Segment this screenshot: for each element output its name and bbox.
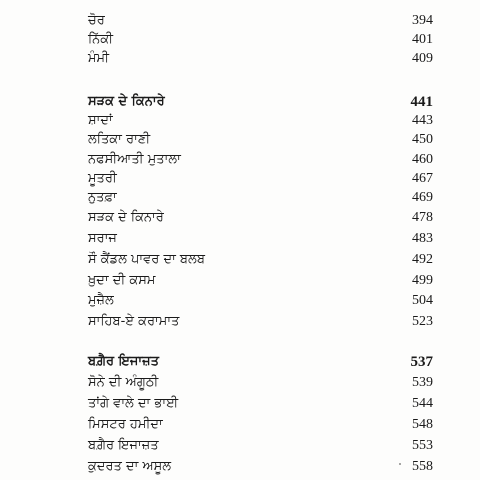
toc-entry — [0, 129, 480, 151]
entry-title: ਮੂਤਰੀ — [88, 171, 117, 186]
entry-title: ਸੜਕ ਦੇ ਕਿਨਾਰੇ — [88, 210, 164, 225]
entry-title: ਮਿਸਟਰ ਹਮੀਦਾ — [88, 417, 163, 432]
entry-page-number: 492 — [412, 252, 433, 267]
entry-page-number: 548 — [412, 417, 433, 432]
entry-page-number: 544 — [412, 396, 433, 411]
entry-title: ਸਰਾਜ — [88, 231, 117, 246]
entry-page-number: 467 — [412, 171, 433, 186]
entry-title: ਤਾਂਗੇ ਵਾਲੇ ਦਾ ਭਾਈ — [88, 396, 179, 411]
entry-title: ਸ਼ਾਦਾਂ — [88, 113, 113, 128]
toc-entry — [0, 456, 480, 478]
toc-entry — [0, 270, 480, 292]
entry-page-number: 499 — [412, 273, 433, 288]
entry-page-number: 450 — [412, 132, 433, 147]
entry-page-number: 558 — [412, 459, 433, 474]
entry-title: ਨਫਸੀਆਤੀ ਮੁਤਾਲਾ — [88, 152, 181, 167]
entry-title: ਚੋਰ — [88, 13, 105, 28]
entry-title: ਕੁਦਰਤ ਦਾ ਅਸੂਲ — [88, 459, 172, 474]
entry-page-number: 394 — [412, 13, 433, 28]
entry-page-number: 523 — [412, 314, 433, 329]
entry-page-number: 401 — [412, 32, 433, 47]
toc-entry — [0, 48, 480, 70]
entry-title: ਖ਼ੁਦਾ ਦੀ ਕਸਮ — [88, 273, 156, 288]
entry-title: ਲਤਿਕਾ ਰਾਣੀ — [88, 132, 151, 147]
section-page-number: 441 — [410, 94, 433, 110]
section-title: ਸੜਕ ਦੇ ਕਿਨਾਰੇ — [88, 94, 165, 109]
entry-title: ਨੁਤਫ਼ਾ — [88, 190, 117, 205]
entry-page-number: 504 — [412, 293, 433, 308]
toc-entry — [0, 435, 480, 457]
entry-page-number: 460 — [412, 152, 433, 167]
toc-entry — [0, 393, 480, 415]
entry-page-number: 443 — [412, 113, 433, 128]
entry-title: ਮੰਮੀ — [88, 51, 110, 66]
entry-title: ਬਗ਼ੈਰ ਇਜਾਜ਼ਤ — [88, 438, 159, 453]
entry-title: ਸਾਹਿਬ-ਏ ਕਰਾਮਾਤ — [88, 314, 180, 329]
toc-section-heading — [0, 351, 480, 373]
entry-title: ਸੌ ਕੈਂਡਲ ਪਾਵਰ ਦਾ ਬਲਬ — [88, 252, 205, 267]
toc-entry — [0, 414, 480, 436]
entry-page-number: 553 — [412, 438, 433, 453]
entry-page-number: 409 — [412, 51, 433, 66]
toc-entry — [0, 228, 480, 250]
ink-speck — [399, 463, 401, 465]
section-title: ਬਗ਼ੈਰ ਇਜਾਜ਼ਤ — [88, 354, 159, 369]
toc-entry — [0, 290, 480, 312]
toc-entry — [0, 207, 480, 229]
toc-entry — [0, 187, 480, 209]
entry-page-number: 478 — [412, 210, 433, 225]
toc-entry — [0, 372, 480, 394]
entry-page-number: 483 — [412, 231, 433, 246]
toc-entry — [0, 249, 480, 271]
entry-title: ਨਿੱਕੀ — [88, 32, 114, 47]
entry-title: ਸੋਨੇ ਦੀ ਅੰਗੂਠੀ — [88, 375, 159, 390]
entry-title: ਮੁਜ਼ੈਲ — [88, 293, 114, 308]
section-page-number: 537 — [410, 354, 433, 370]
toc-entry — [0, 311, 480, 333]
entry-page-number: 469 — [412, 190, 433, 205]
entry-page-number: 539 — [412, 375, 433, 390]
